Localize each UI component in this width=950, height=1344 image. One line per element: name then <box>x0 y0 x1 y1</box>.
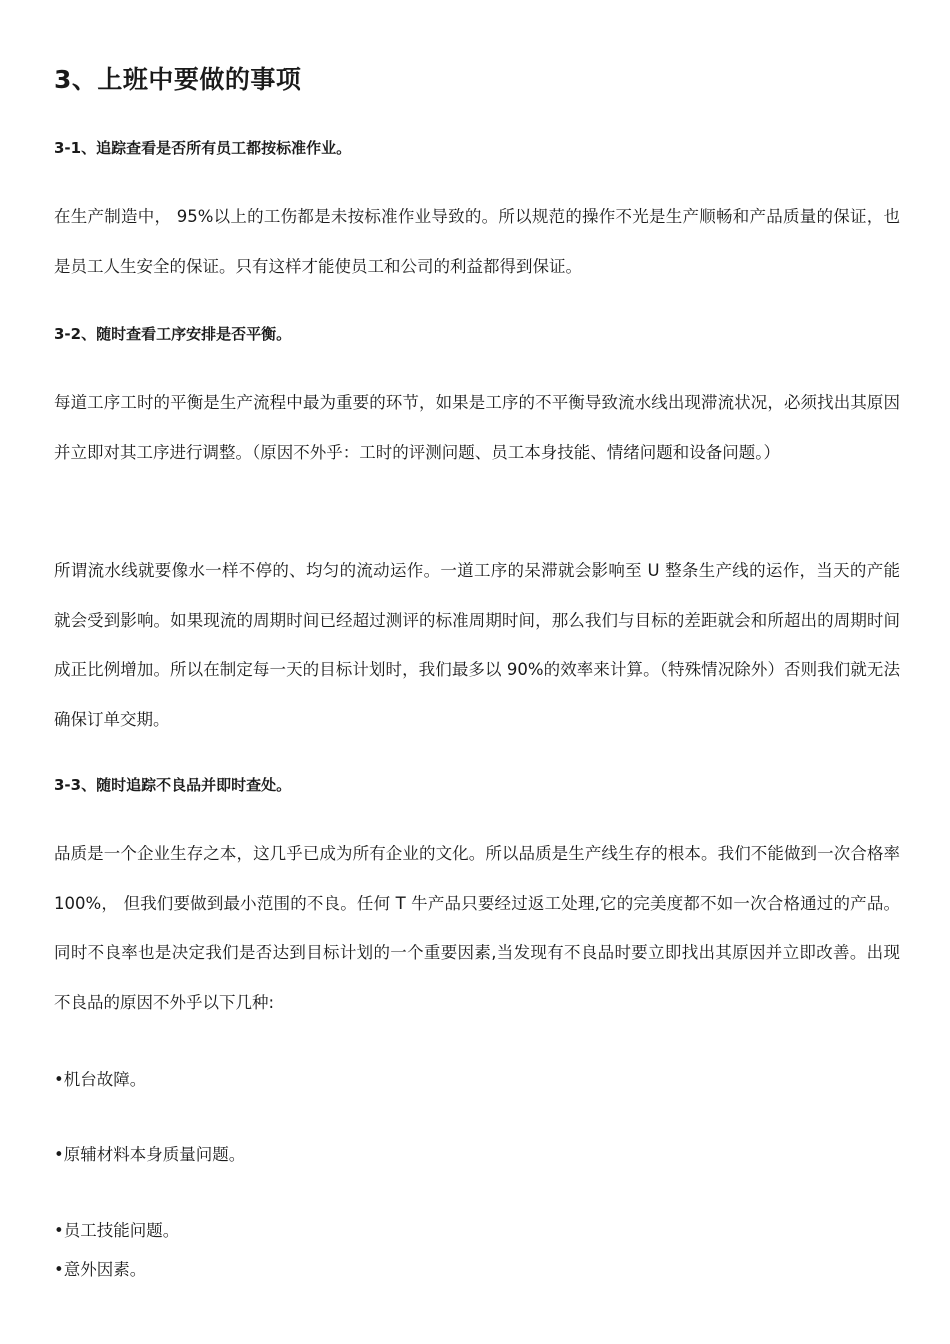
section-3-3-paragraph: 品质是一个企业生存之本，这几乎已成为所有企业的文化。所以品质是生产线生存的根本。我们不能做到一次合格率 100%， 但我们要做到最小范围的不良。任何 T 牛产品只要经过返工处理,它的完美度都不如一次合格通过的产品。同时不良率也是决定我们是否达到目标计划的一个重要因素,当发现有不良品时要立即找出其原因并立即改善。出现不良品的原因不外乎以下几种: <box>54 844 900 1012</box>
section-heading-3-2: 3-2、随时查看工序安排是否平衡。 <box>54 325 292 343</box>
section-heading-3-1: 3-1、追踪查看是否所有员工都按标准作业。 <box>54 139 352 157</box>
section-heading-3-3: 3-3、随时追踪不良品并即时查处。 <box>54 776 292 794</box>
section-3-1-paragraph: 在生产制造中， 95%以上的工伤都是未按标准作业导致的。所以规范的操作不光是生产顺畅和产品质量的保证，也是员工人生安全的保证。只有这样才能使员工和公司的利益都得到保证。 <box>54 207 900 276</box>
page-title: 3、上班中要做的事项 <box>54 65 302 94</box>
section-3-2-paragraph-1: 每道工序工时的平衡是生产流程中最为重要的环节，如果是工序的不平衡导致流水线出现滞流状况，必须找出其原因并立即对其工序进行调整。（原因不外乎：工时的评测问题、员工本身技能、情绪问题和设备问题。） <box>54 393 900 462</box>
list-item-accidental-factors: •意外因素。 <box>54 1260 147 1279</box>
list-item-staff-skill: •员工技能问题。 <box>54 1221 180 1240</box>
list-item-material-quality: •原辅材料本身质量问题。 <box>54 1145 246 1164</box>
list-item-machine-failure: •机台故障。 <box>54 1070 147 1089</box>
section-3-2-paragraph-2: 所谓流水线就要像水一样不停的、均匀的流动运作。一道工序的呆滞就会影响至 U 整条生产线的运作，当天的产能就会受到影响。如果现流的周期时间已经超过测评的标准周期时间，那么我们与目标的差距就会和所超出的周期时间成正比例增加。所以在制定每一天的目标计划时，我们最多以 90%的效率来计算。（特殊情况除外）否则我们就无法确保订单交期。 <box>54 561 900 729</box>
